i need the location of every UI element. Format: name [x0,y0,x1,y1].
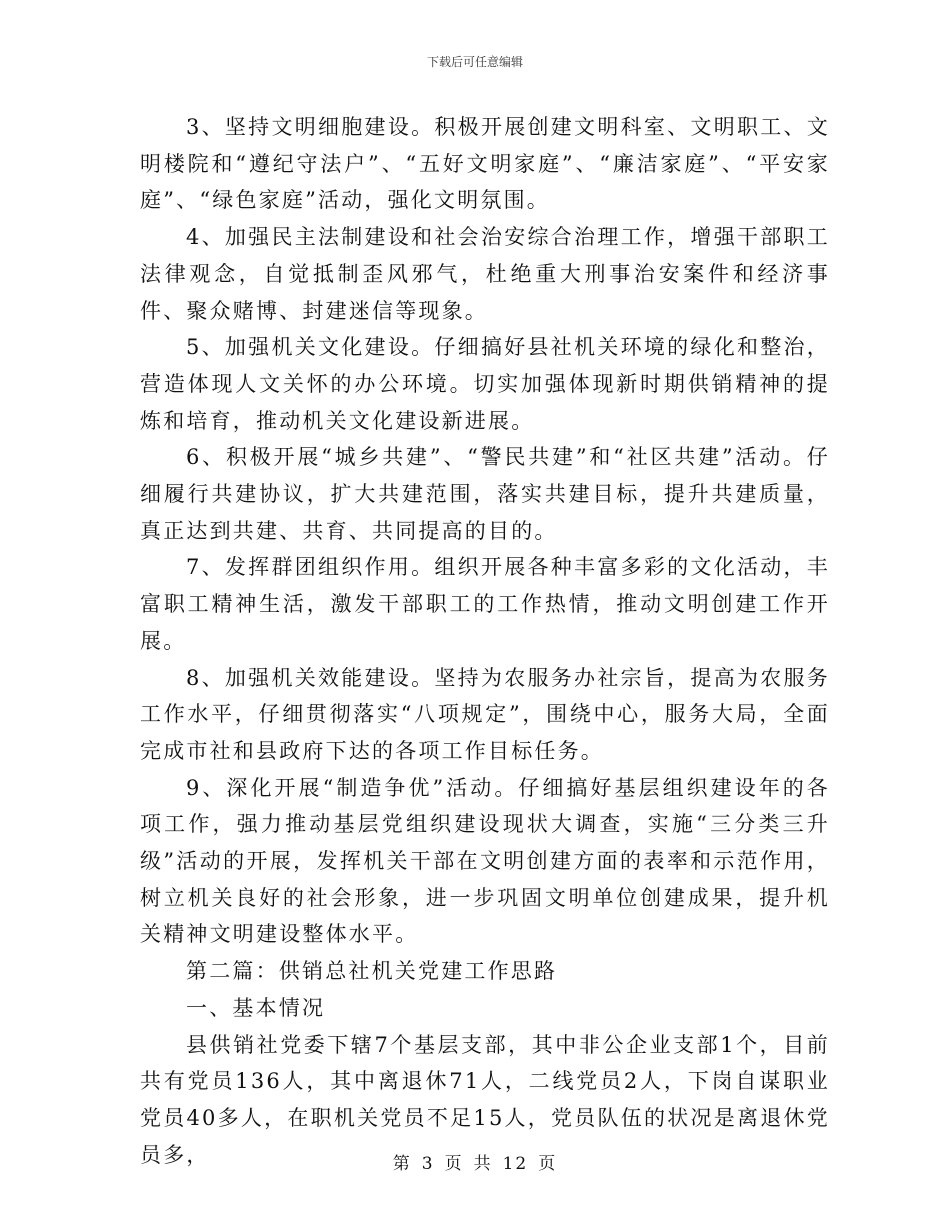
footer-prefix: 第 [392,1154,412,1174]
paragraph-item-3: 3、坚持文明细胞建设。积极开展创建文明科室、文明职工、文明楼院和“遵纪守法户”、“五好文明家庭”、“廉洁家庭”、“平安家庭”、“绿色家庭”活动，强化文明氛围。 [140,115,830,213]
page-header-note: 下载后可任意编辑 [426,55,523,69]
footer-total-word: 共 [473,1154,493,1174]
paragraph-item-4: 4、加强民主法制建设和社会治安综合治理工作，增强干部职工法律观念，自觉抵制歪风邪气，杜绝重大刑事治安案件和经济事件、聚众赌博、封建迷信等现象。 [140,225,830,323]
footer-page-word: 页 [444,1154,464,1174]
section-heading: 第二篇：供销总社机关党建工作思路 [186,959,558,984]
paragraph-basic-info: 县供销社党委下辖7个基层支部，其中非公企业支部1个，目前共有党员136人，其中离退休71人，二线党员2人，下岗自谋职业党员40多人，在职机关党员不足15人，党员队伍的状况是离退休党员多， [140,1032,830,1167]
paragraph-item-9: 9、深化开展“制造争优”活动。仔细搞好基层组织建设年的各项工作，强力推动基层党组织建设现状大调查，实施“三分类三升级”活动的开展，发挥机关干部在文明创建方面的表率和示范作用，树立机关良好的社会形象，进一步巩固文明单位创建成果，提升机关精神文明建设整体水平。 [140,775,830,947]
subsection-heading: 一、基本情况 [186,995,326,1020]
footer-suffix: 页 [538,1154,558,1174]
page-footer [0,1152,950,1176]
current-page-number: 3 [421,1154,435,1174]
paragraph-item-6: 6、积极开展“城乡共建”、“警民共建”和“社区共建”活动。仔细履行共建协议，扩大共建范围，落实共建目标，提升共建质量，真正达到共建、共育、共同提高的目的。 [140,445,830,543]
paragraph-item-5: 5、加强机关文化建设。仔细搞好县社机关环境的绿化和整治，营造体现人文关怀的办公环境。切实加强体现新时期供销精神的提炼和培育，推动机关文化建设新进展。 [140,335,830,433]
paragraph-item-7: 7、发挥群团组织作用。组织开展各种丰富多彩的文化活动，丰富职工精神生活，激发干部职工的工作热情，推动文明创建工作开展。 [140,555,830,653]
total-page-count: 12 [502,1154,529,1174]
paragraph-item-8: 8、加强机关效能建设。坚持为农服务办社宗旨，提高为农服务工作水平，仔细贯彻落实“八项规定”，围绕中心，服务大局，全面完成市社和县政府下达的各项工作目标任务。 [140,665,830,763]
document-body [140,109,830,1173]
